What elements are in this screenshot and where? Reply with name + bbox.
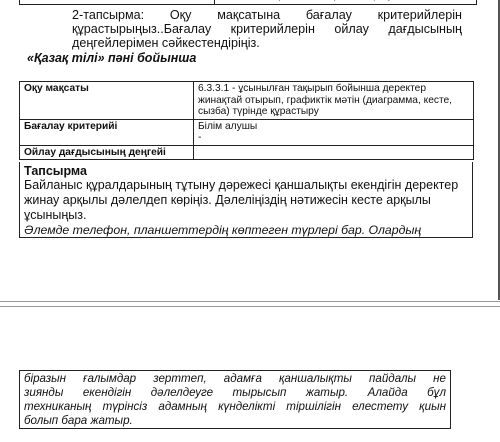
- task2-line-1: 2-тапсырма: Оқу мақсатына бағалау критерийлерін: [72, 8, 462, 22]
- top-table-divider: [214, 0, 215, 4]
- task2-line-3: деңгейлерімен сәйкестендіріңіз.: [72, 36, 260, 50]
- subject-title: «Қазақ тілі» пәні бойынша: [27, 51, 197, 65]
- continuation-line-2: зиянды екендігін дәлелдеуге тырысып жатыр. Алайда бұл: [24, 386, 446, 399]
- learning-objective-label: Оқу мақсаты: [20, 82, 194, 120]
- task2-line-2: құрастырыңыз..Бағалау критерийлерін ойлау дағдысының: [72, 22, 462, 36]
- page-divider-top: [0, 301, 500, 302]
- continuation-line-3: техниканың түрінсіз адамның күнделікті тіршілігін елестету қиын: [24, 400, 446, 413]
- learning-objective-value: 6.3.3.1 - ұсынылған тақырып бойынша деректер жинақтай отырып, графиктік мәтін (диаграмма, кесте, сызба) түрінде құрастыру: [194, 82, 474, 120]
- top-cut-text: [245, 0, 396, 1]
- task-heading: Тапсырма: [24, 164, 87, 178]
- criteria-label: Бағалау критерийі: [20, 119, 194, 145]
- continuation-box: [19, 370, 451, 429]
- thinking-level-value: [194, 145, 474, 160]
- criteria-table: [19, 81, 474, 160]
- continuation-line-1: біразын ғалымдар зерттеп, адамға қаншалықты пайдалы не: [24, 372, 446, 385]
- thinking-level-label: Ойлау дағдысының деңгейі: [20, 145, 194, 160]
- task-block: [19, 162, 473, 238]
- table-row: [20, 145, 474, 160]
- page-divider-bottom: [0, 306, 500, 307]
- task-body: Байланыс құралдарының тұтыну дәрежесі қаншалықты екендігін деректер жинау арқылы дәлелдеп көріңіз. Дәлеліңіздің нәтижесін кесте арқылы ұсыныңыз.: [24, 178, 459, 222]
- table-row: [20, 119, 474, 145]
- continuation-line-4: болып бара жатыр.: [24, 414, 133, 427]
- criteria-value: Білім алушы -: [194, 119, 474, 145]
- table-row: [20, 82, 474, 120]
- top-table-fragment: [19, 0, 477, 5]
- task-italic-text: Әлемде телефон, планшеттердің көптеген түрлері бар. Олардың: [24, 223, 422, 237]
